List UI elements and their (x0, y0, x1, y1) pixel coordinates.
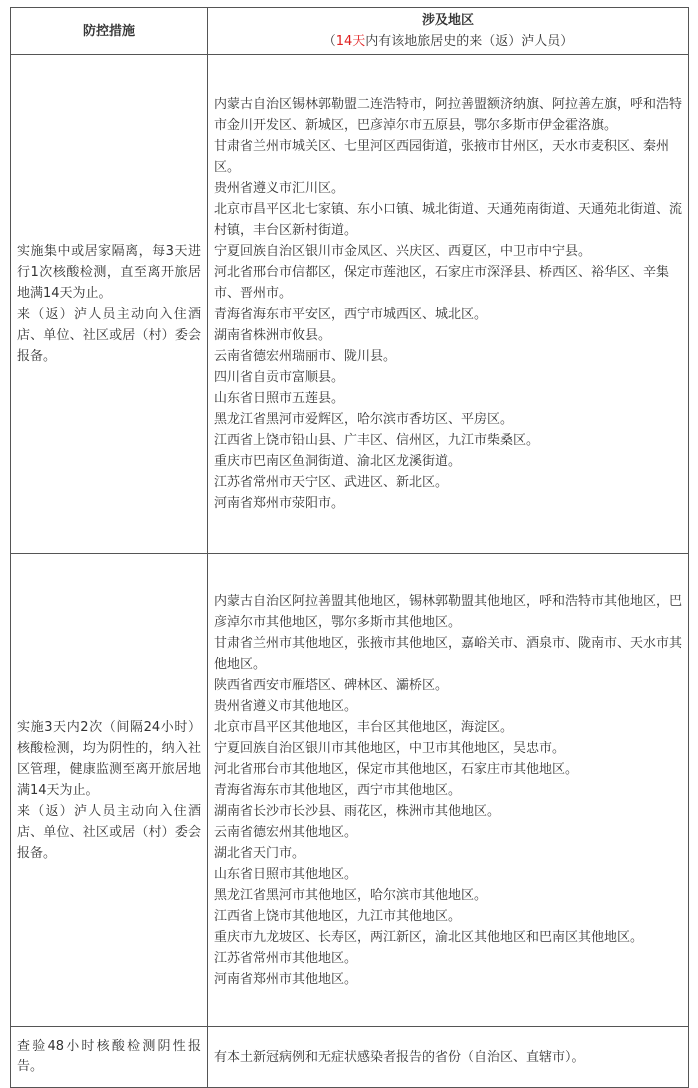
region-line: 山东省日照市其他地区。 (214, 866, 358, 882)
region-line: 河南省郑州市其他地区。 (214, 971, 358, 987)
header-measures (11, 8, 208, 55)
region-line: 江西省上饶市其他地区，九江市其他地区。 (214, 908, 462, 924)
header-regions-label: 涉及地区 (421, 13, 474, 28)
region-line: 湖南省长沙市长沙县、雨花区，株洲市其他地区。 (214, 803, 501, 819)
table-row (11, 55, 689, 554)
measure-paragraph: 实施集中或居家隔离，每3天进行1次核酸检测，直至离开旅居地满14天为止。 (17, 244, 201, 301)
table-header-row (11, 8, 689, 55)
policy-table (10, 7, 689, 1088)
region-line: 内蒙古自治区阿拉善盟其他地区，锡林郭勒盟其他地区，呼和浩特市其他地区，巴彦淖尔市其他地区，鄂尔多斯市其他地区。 (214, 593, 683, 630)
measure-cell (11, 554, 208, 1027)
region-line: 湖北省天门市。 (214, 845, 306, 861)
region-line: 黑龙江省黑河市爱辉区，哈尔滨市香坊区、平房区。 (214, 412, 514, 427)
region-line: 甘肃省兰州市其他地区，张掖市其他地区，嘉峪关市、酒泉市、陇南市、天水市其他地区。 (214, 635, 683, 672)
measure-paragraph: 实施3天内2次（间隔24小时）核酸检测，均为阴性的，纳入社区管理，健康监测至离开旅居地满14天为止。 (17, 719, 201, 798)
region-line: 江苏省常州市其他地区。 (214, 950, 358, 966)
region-line: 北京市昌平区北七家镇、东小口镇、城北街道、天通苑南街道、天通苑北街道、流村镇，丰台区新村街道。 (214, 202, 683, 238)
regions-cell (208, 554, 689, 1027)
subtitle-open-paren: （ (322, 34, 336, 49)
region-line: 云南省德宏州其他地区。 (214, 824, 358, 840)
region-line: 江西省上饶市铅山县、广丰区、信州区，九江市柴桑区。 (214, 433, 540, 448)
region-line: 河南省郑州市荥阳市。 (214, 496, 345, 511)
region-line: 四川省自贡市富顺县。 (214, 370, 345, 385)
region-line: 宁夏回族自治区银川市其他地区，中卫市其他地区，吴忠市。 (214, 740, 566, 756)
region-line: 陕西省西安市雁塔区、碑林区、灞桥区。 (214, 677, 449, 693)
measure-paragraph: 查验48小时核酸检测阴性报告。 (17, 1039, 201, 1074)
regions-cell (208, 55, 689, 554)
region-line: 河北省邢台市信都区，保定市莲池区，石家庄市深泽县、桥西区、裕华区、辛集市、晋州市。 (214, 265, 670, 301)
header-measures-label: 防控措施 (82, 23, 135, 39)
region-line: 山东省日照市五莲县。 (214, 391, 345, 406)
region-line: 黑龙江省黑河市其他地区，哈尔滨市其他地区。 (214, 887, 488, 903)
measure-paragraph: 来（返）泸人员主动向入住酒店、单位、社区或居（村）委会报备。 (17, 307, 201, 364)
table-row (11, 554, 689, 1027)
subtitle-text: 内有该地旅居史的来（返）泸人员） (365, 34, 574, 49)
table-row (11, 1027, 689, 1088)
header-regions-subtitle (208, 31, 688, 52)
region-line: 宁夏回族自治区银川市金凤区、兴庆区、西夏区，中卫市中宁县。 (214, 244, 592, 259)
region-line: 有本土新冠病例和无症状感染者报告的省份（自治区、直辖市）。 (214, 1049, 585, 1065)
region-line: 江苏省常州市天宁区、武进区、新北区。 (214, 475, 449, 490)
header-regions (208, 8, 689, 55)
region-line: 贵州省遵义市汇川区。 (214, 181, 345, 196)
measure-paragraph: 来（返）泸人员主动向入住酒店、单位、社区或居（村）委会报备。 (17, 803, 201, 861)
regions-cell (208, 1027, 689, 1088)
region-line: 北京市昌平区其他地区，丰台区其他地区，海淀区。 (214, 719, 514, 735)
measure-cell (11, 55, 208, 554)
subtitle-days-highlight: 14天 (335, 34, 366, 49)
region-line: 贵州省遵义市其他地区。 (214, 698, 358, 714)
region-line: 青海省海东市平安区，西宁市城西区、城北区。 (214, 307, 488, 322)
region-line: 甘肃省兰州市城关区、七里河区西园街道，张掖市甘州区，天水市麦积区、秦州区。 (214, 139, 670, 175)
region-line: 云南省德宏州瑞丽市、陇川县。 (214, 349, 397, 364)
region-line: 湖南省株洲市攸县。 (214, 328, 332, 343)
region-line: 重庆市巴南区鱼洞街道、渝北区龙溪街道。 (214, 454, 462, 469)
region-line: 内蒙古自治区锡林郭勒盟二连浩特市，阿拉善盟额济纳旗、阿拉善左旗，呼和浩特市金川开发区、新城区，巴彦淖尔市五原县，鄂尔多斯市伊金霍洛旗。 (214, 97, 683, 133)
region-line: 青海省海东市其他地区，西宁市其他地区。 (214, 782, 462, 798)
measure-cell (11, 1027, 208, 1088)
region-line: 重庆市九龙坡区、长寿区，两江新区，渝北区其他地区和巴南区其他地区。 (214, 929, 644, 945)
region-line: 河北省邢台市其他地区，保定市其他地区，石家庄市其他地区。 (214, 761, 579, 777)
